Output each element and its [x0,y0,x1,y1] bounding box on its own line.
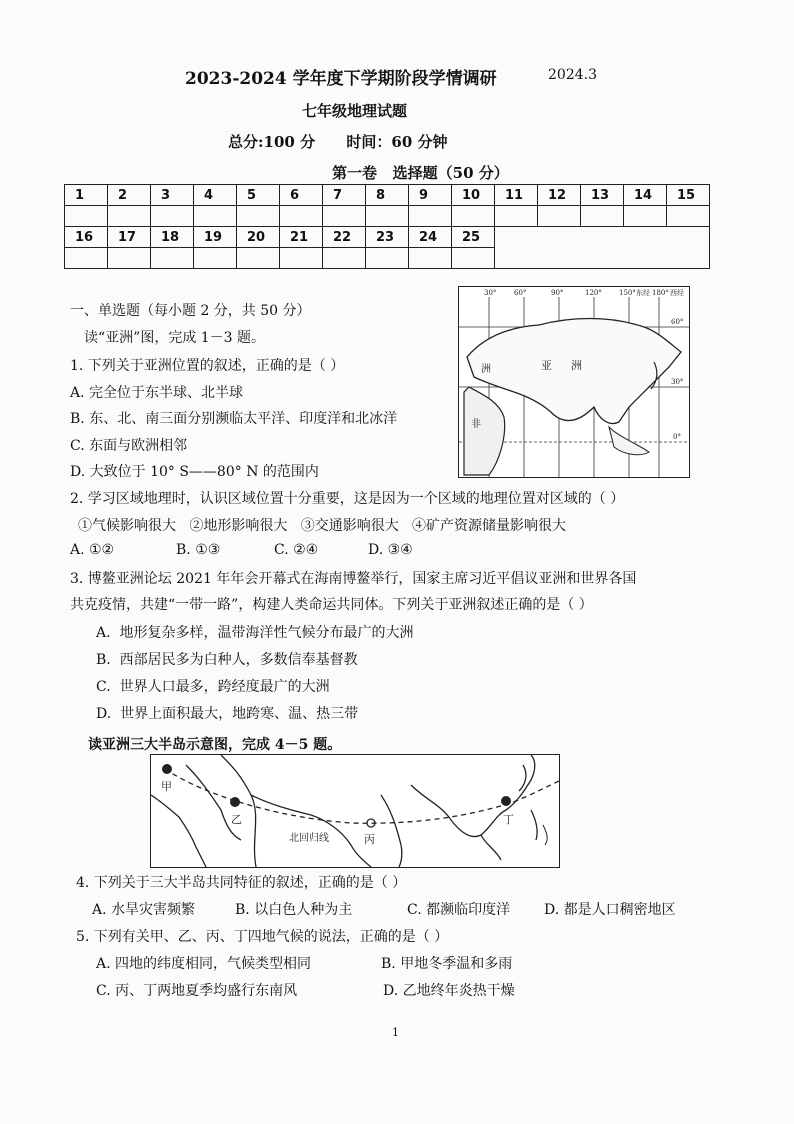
q1-stem: 1. 下列关于亚洲位置的叙述，正确的是（ ） [70,358,345,374]
q5-stem: 5. 下列有关甲、乙、丙、丁四地气候的说法，正确的是（ ） [76,929,449,945]
map1-lon-label: 120° [585,289,602,297]
answer-number: 24 [409,227,452,248]
q2-option-c[interactable]: C. ②④ [274,542,319,558]
answer-cell[interactable] [366,248,409,269]
q1-option-d[interactable]: D. 大致位于 10° S——80° N 的范围内 [70,464,319,480]
answer-number: 15 [667,185,710,206]
answer-number: 5 [237,185,280,206]
q2-items: ①气候影响很大 ②地形影响很大 ③交通影响很大 ④矿产资源储量影响很大 [78,518,567,534]
answer-number: 12 [538,185,581,206]
answer-cell[interactable] [151,248,194,269]
answer-cell[interactable] [237,248,280,269]
answer-number: 6 [280,185,323,206]
map2-tropic-label: 北回归线 [289,833,329,844]
answer-cell[interactable] [108,248,151,269]
answer-cell[interactable] [151,206,194,227]
map1-lon-label: 30° [484,289,497,297]
answer-number: 7 [323,185,366,206]
map2-point-ding: 丁 [503,813,514,826]
q4-option-c[interactable]: C. 都濒临印度洋 [407,902,511,918]
map2-point-jia: 甲 [161,780,172,793]
answer-number: 25 [452,227,495,248]
q1-option-b[interactable]: B. 东、北、南三面分别濒临太平洋、印度洋和北冰洋 [70,411,398,427]
q5-option-a[interactable]: A. 四地的纬度相同，气候类型相同 [96,956,312,972]
answer-cell[interactable] [194,248,237,269]
answer-number: 19 [194,227,237,248]
answer-number: 8 [366,185,409,206]
answer-cell[interactable] [323,206,366,227]
map1-lat-label: 60° [671,318,684,326]
section-title: 第一卷 选择题（50 分） [332,164,509,182]
map1-region-label: 洲 [571,359,582,372]
answer-cell[interactable] [624,206,667,227]
map1-lon-label: 西经 [670,289,684,297]
map2-point-yi: 乙 [231,813,242,826]
answer-cell[interactable] [581,206,624,227]
exam-subtitle: 七年级地理试题 [302,102,408,120]
answer-number: 21 [280,227,323,248]
answer-cell[interactable] [65,248,108,269]
map1-lon-label: 180° [652,289,669,297]
answer-empty-area [495,227,710,269]
map2-point-bing: 丙 [364,833,375,846]
map1-lon-label: 东经 [636,289,650,297]
q4-option-d[interactable]: D. 都是人口稠密地区 [544,902,676,918]
answer-number: 2 [108,185,151,206]
answer-number: 11 [495,185,538,206]
answer-number: 22 [323,227,366,248]
answer-cell[interactable] [108,206,151,227]
answer-cell[interactable] [538,206,581,227]
answer-cell[interactable] [452,248,495,269]
answer-cell[interactable] [667,206,710,227]
q3-option-a[interactable]: A. 地形复杂多样，温带海洋性气候分布最广的大洲 [96,625,414,641]
answer-number: 23 [366,227,409,248]
q5-option-b[interactable]: B. 甲地冬季温和多雨 [381,956,513,972]
answer-cell[interactable] [323,248,366,269]
answer-cell[interactable] [280,248,323,269]
q1-option-a[interactable]: A. 完全位于东半球、北半球 [70,385,244,401]
map1-lat-label: 30° [671,378,684,386]
q3-option-b[interactable]: B. 西部居民多为白种人，多数信奉基督教 [96,652,358,668]
asia-map [458,286,690,478]
map1-lon-label: 90° [551,289,564,297]
q4-option-b[interactable]: B. 以白色人种为主 [235,902,353,918]
map1-lon-label: 150° [619,289,636,297]
answer-number: 3 [151,185,194,206]
answer-table [64,184,710,269]
answer-cell[interactable] [409,248,452,269]
q3-option-c[interactable]: C. 世界人口最多，跨经度最广的大洲 [96,679,330,695]
q3-option-d[interactable]: D. 世界上面积最大，地跨寒、温、热三带 [96,706,359,722]
exam-date: 2024.3 [548,67,597,83]
map1-region-label: 亚 [541,359,552,372]
answer-cell[interactable] [194,206,237,227]
answer-number: 17 [108,227,151,248]
q2-option-a[interactable]: A. ①② [70,542,115,558]
map1-region-label: 洲 [481,364,491,375]
answer-cell[interactable] [495,206,538,227]
answer-number: 18 [151,227,194,248]
answer-number: 1 [65,185,108,206]
q3-stem-line2: 共克疫情，共建“一带一路”，构建人类命运共同体。下列关于亚洲叙述正确的是（ ） [70,597,593,613]
q4-option-a[interactable]: A. 水旱灾害频繁 [92,902,196,918]
q2-stem: 2. 学习区域地理时，认识区域位置十分重要，这是因为一个区域的地理位置对区域的（ ） [70,491,625,507]
answer-row-1-numbers [65,185,710,206]
answer-number: 4 [194,185,237,206]
answer-cell[interactable] [366,206,409,227]
map1-lon-label: 60° [514,289,527,297]
answer-cell[interactable] [452,206,495,227]
answer-number: 16 [65,227,108,248]
part1-intro: 读“亚洲”图，完成 1－3 题。 [84,330,266,346]
map1-lat-label: 0° [673,433,681,441]
part2-intro: 读亚洲三大半岛示意图，完成 4－5 题。 [88,737,342,753]
q4-stem: 4. 下列关于三大半岛共同特征的叙述，正确的是（ ） [76,875,407,891]
answer-cell[interactable] [280,206,323,227]
q5-option-d[interactable]: D. 乙地终年炎热干燥 [383,983,515,999]
map1-region-label: 非 [471,419,481,430]
exam-title: 2023-2024 学年度下学期阶段学情调研 [185,69,497,89]
answer-cell[interactable] [237,206,280,227]
answer-number: 13 [581,185,624,206]
answer-number: 10 [452,185,495,206]
answer-cell[interactable] [409,206,452,227]
q1-option-c[interactable]: C. 东面与欧洲相邻 [70,438,188,454]
answer-number: 9 [409,185,452,206]
score-time: 总分:100 分 时间：60 分钟 [228,133,448,151]
answer-row-1-blanks [65,206,710,227]
answer-cell[interactable] [65,206,108,227]
q2-option-b[interactable]: B. ①③ [176,542,221,558]
q5-option-c[interactable]: C. 丙、丁两地夏季均盛行东南风 [96,983,298,999]
part1-heading: 一、单选题（每小题 2 分，共 50 分） [70,303,311,319]
answer-row-2-numbers [65,227,710,248]
q3-stem-line1: 3. 博鳌亚洲论坛 2021 年年会开幕式在海南博鳌举行，国家主席习近平倡议亚洲和世界各国 [70,571,637,587]
peninsula-map [150,754,560,868]
answer-number: 14 [624,185,667,206]
q2-option-d[interactable]: D. ③④ [368,542,413,558]
answer-number: 20 [237,227,280,248]
page-number: 1 [392,1026,399,1039]
